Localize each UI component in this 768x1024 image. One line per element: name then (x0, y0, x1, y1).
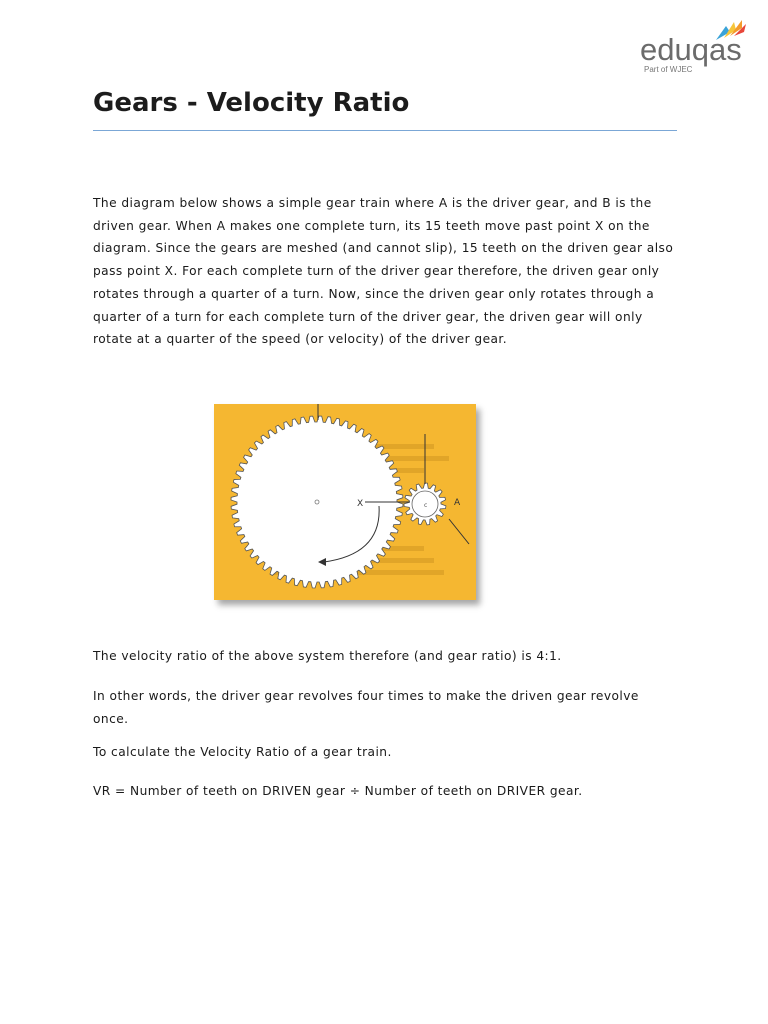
label-x: X (357, 499, 364, 509)
eduqas-logo (640, 18, 750, 78)
logo-subtitle: Part of WJEC (644, 65, 693, 74)
page-title: Gears - Velocity Ratio (93, 88, 410, 118)
label-c: c (424, 502, 428, 509)
explanation-paragraph: In other words, the driver gear revolves four times to make the driven gear revolve once. (93, 689, 639, 726)
ratio-statement: The velocity ratio of the above system therefore (and gear ratio) is 4:1. (93, 649, 562, 663)
gear-train-diagram (214, 404, 476, 600)
title-underline (93, 130, 677, 131)
vr-formula: VR = Number of teeth on DRIVEN gear ÷ Number of teeth on DRIVER gear. (93, 784, 583, 798)
label-a: A (454, 498, 461, 508)
logo-wordmark: eduqas (640, 32, 742, 67)
calculation-heading: To calculate the Velocity Ratio of a gear train. (93, 745, 392, 759)
intro-paragraph: The diagram below shows a simple gear train where A is the driver gear, and B is the driven gear. When A makes one complete turn, its 15 teeth move past point X on the diagram. Since the gears are meshed (and cannot slip), 15 teeth on the driven gear also pass point X. For each complete turn of the driver gear therefore, the driven gear only rotates through a quarter of a turn. Now, since the driven gear only rotates through a quarter of a turn for each complete turn of the driver gear, the driven gear will only rotate at a quarter of the speed (or velocity) of the driver gear. (93, 196, 674, 347)
